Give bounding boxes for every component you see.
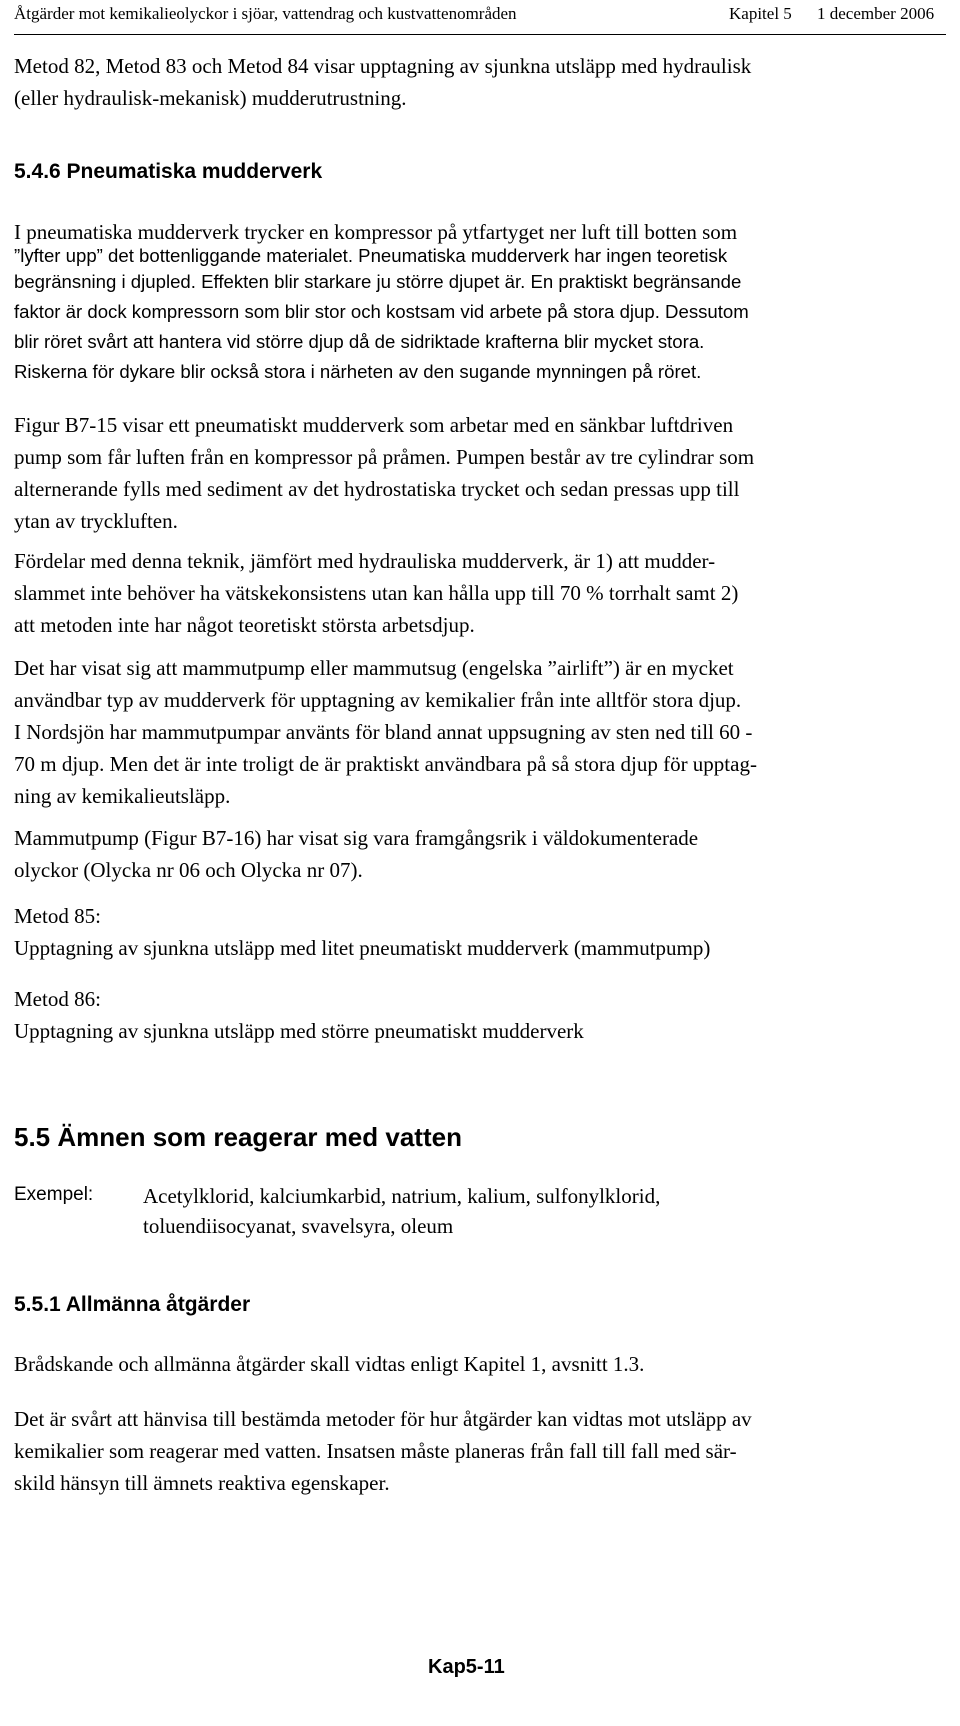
metod-85-label: Metod 85: [14,904,101,928]
p4-line-3: I Nordsjön har mammutpumpar använts för bland annat uppsugning av sten ned till 60 - [14,720,753,744]
p1-line-2: ”lyfter upp” det bottenliggande materialet. Pneumatiska mudderverk har ingen teoretisk [14,245,728,266]
example-line-2: toluendiisocyanat, svavelsyra, oleum [143,1214,454,1238]
s551-p2-line-2: kemikalier som reagerar med vatten. Insatsen måste planeras från fall till fall med sär- [14,1439,737,1463]
section-heading-5-5: 5.5 Ämnen som reagerar med vatten [14,1122,462,1152]
p1-line-4: faktor är dock kompressorn som blir stor och kostsam vid arbete på stora djup. Dessutom [14,301,749,322]
footer-page-number: Kap5-11 [428,1656,505,1678]
p4-line-5: ning av kemikalieutsläpp. [14,784,231,808]
p1-line-3: begränsning i djupled. Effekten blir starkare ju större djupet är. En praktiskt begränsande [14,271,742,292]
p1-line-5: blir röret svårt att hantera vid större djup då de sidriktade krafterna blir mycket stora. [14,331,705,352]
p5-line-2: olyckor (Olycka nr 06 och Olycka nr 07). [14,858,363,882]
example-line-1: Acetylklorid, kalciumkarbid, natrium, kalium, sulfonylklorid, [143,1184,661,1208]
p2-line-4: ytan av tryckluften. [14,509,178,533]
p2-line-1: Figur B7-15 visar ett pneumatiskt mudderverk som arbetar med en sänkbar luftdriven [14,413,734,437]
metod-85-text: Upptagning av sjunkna utsläpp med litet pneumatiskt mudderverk (mammutpump) [14,936,711,960]
header-chapter: Kapitel 5 [729,4,792,23]
header-rule [14,34,946,35]
header-date: 1 december 2006 [817,4,935,23]
p3-line-2: slammet inte behöver ha vätskekonsistens utan kan hålla upp till 70 % torrhalt samt 2) [14,581,739,605]
p1-line-1: I pneumatiska mudderverk trycker en kompressor på ytfartyget ner luft till botten som [14,220,738,244]
s551-p2-line-1: Det är svårt att hänvisa till bestämda metoder för hur åtgärder kan vidtas mot utsläpp av [14,1407,752,1431]
p2-line-3: alternerande fylls med sediment av det hydrostatiska trycket och sedan pressas upp till [14,477,740,501]
s551-p2-line-3: skild hänsyn till ämnets reaktiva egenskaper. [14,1471,390,1495]
section-heading-5-5-1: 5.5.1 Allmänna åtgärder [14,1293,251,1316]
p4-line-1: Det har visat sig att mammutpump eller mammutsug (engelska ”airlift”) är en mycket [14,656,734,680]
header-title: Åtgärder mot kemikalieolyckor i sjöar, vattendrag och kustvattenområden [14,4,517,23]
section-heading-5-4-6: 5.4.6 Pneumatiska mudderverk [14,160,323,183]
p2-line-2: pump som får luften från en kompressor på pråmen. Pumpen består av tre cylindrar som [14,445,755,469]
metod-86-text: Upptagning av sjunkna utsläpp med större pneumatiskt mudderverk [14,1019,584,1043]
metod-86-label: Metod 86: [14,987,101,1011]
example-label: Exempel: [14,1184,94,1205]
intro-line-2: (eller hydraulisk-mekanisk) mudderutrustning. [14,86,407,110]
p3-line-3: att metoden inte har något teoretiskt största arbetsdjup. [14,613,475,637]
p4-line-4: 70 m djup. Men det är inte troligt de är praktiskt användbara på så stora djup för upptag- [14,752,757,776]
p1-line-6: Riskerna för dykare blir också stora i närheten av den sugande mynningen på röret. [14,361,702,382]
p3-line-1: Fördelar med denna teknik, jämfört med hydrauliska mudderverk, är 1) att mudder- [14,549,716,573]
s551-p1: Brådskande och allmänna åtgärder skall vidtas enligt Kapitel 1, avsnitt 1.3. [14,1352,645,1376]
p5-line-1: Mammutpump (Figur B7-16) har visat sig vara framgångsrik i väldokumenterade [14,826,699,850]
p4-line-2: användbar typ av mudderverk för upptagning av kemikalier från inte alltför stora djup. [14,688,742,712]
intro-line-1: Metod 82, Metod 83 och Metod 84 visar upptagning av sjunkna utsläpp med hydraulisk [14,54,752,78]
